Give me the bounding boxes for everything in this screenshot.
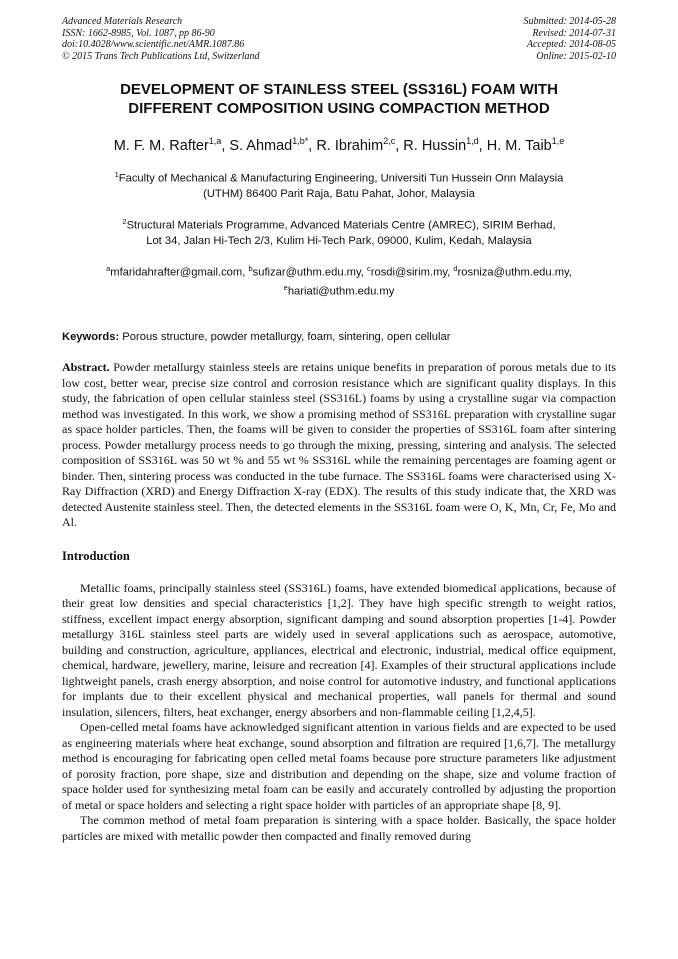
author-name: R. Ibrahim	[316, 138, 384, 155]
journal-header	[62, 16, 616, 62]
date-submitted: Submitted: 2014-05-28	[523, 16, 616, 27]
author-name: M. F. M. Rafter	[113, 138, 209, 155]
affiliation-1	[62, 167, 616, 202]
author-separator: ,	[478, 138, 487, 155]
affiliation-line: Lot 34, Jalan Hi-Tech 2/3, Kulim Hi-Tech Park, 09000, Kulim, Kedah, Malaysia	[146, 234, 532, 247]
journal-doi: doi:10.4028/www.scientific.net/AMR.1087.86	[62, 39, 245, 51]
author-emails	[62, 261, 616, 300]
email-mark: c	[367, 263, 371, 273]
email-address: rosniza@uthm.edu.my,	[457, 266, 572, 279]
author-name: R. Hussin	[403, 138, 467, 155]
abstract-text: Powder metallurgy stainless steels are retains unique benefits in preparation of porous metals due to its low cost, better wear, precise size control and corrosion resistance which are significant quality displays. In this study, the fabrication of open cellular stainless steel (SS316L) foams by using a crystalline sugar via compaction method was investigated. In this work, we show a promising method of SS316L preparation with crystalline sugar as space holder particles. Then, the foams will be given to consider the properties of SS316L foam after sintering process. Powder metallurgy process needs to go through the mixing, pressing, sintering and analysis. The selected composition of SS316L was 50 wt % and 55 wt % SS316L while the remaining percentages are foaming agent or binder. Then, sintering process was conducted in the tube furnace. The SS316L foams were characterised using X-Ray Diffraction (XRD) and Energy Diffraction X-ray (EDX). The results of this study indicate that, the XRD was detected Austenite stainless steel. Then, the detected elements in the SS316L foam were O, K, Mn, Cr, Fe, Mo and Al.	[62, 360, 616, 530]
keywords	[62, 330, 616, 344]
introduction-paragraph-2: Open-celled metal foams have acknowledged significant attention in various fields and are expected to be used as engineering materials where heat exchange, sound absorption and filtration are required [1,6,7]. The metallurgy method is encouraging for fabricating open celled metal foams because pore structure parameters like adjustment of porosity fraction, pore shape, size and distribution and depending on the shape, size and volume fraction of space holder used for synthesizing metal foam can be easily and accurately controlled by adjusting the proportion of metal or space holders and selecting a right space holder with particles of an appropriate shape [8, 9].	[62, 720, 616, 812]
email-mark: b	[248, 263, 253, 273]
publication-dates	[524, 16, 617, 62]
introduction-paragraph-3: The common method of metal foam preparation is sintering with a space holder. Basically, the space holder particles are mixed with metallic powder then compacted and finally removed during	[62, 813, 616, 843]
title-line-1: DEVELOPMENT OF STAINLESS STEEL (SS316L) FOAM WITH	[120, 81, 558, 99]
title-line-2: DIFFERENT COMPOSITION USING COMPACTION METHOD	[128, 100, 550, 118]
journal-name: Advanced Materials Research	[62, 16, 183, 27]
author-affiliation-mark: 1,a	[208, 136, 222, 147]
date-online: Online: 2015-02-10	[536, 50, 616, 62]
date-accepted: Accepted: 2014-08-05	[526, 39, 616, 51]
email-mark: d	[453, 263, 458, 273]
affiliation-mark: 2	[122, 216, 127, 226]
email-address: sufizar@uthm.edu.my,	[252, 266, 367, 279]
affiliation-mark: 1	[114, 170, 119, 180]
journal-copyright: © 2015 Trans Tech Publications Ltd, Switzerland	[62, 50, 260, 62]
author-list	[62, 132, 616, 155]
email-address: rosdi@sirim.my,	[370, 266, 454, 279]
affiliation-2	[62, 214, 616, 249]
abstract	[62, 360, 616, 531]
email-mark: a	[106, 263, 111, 273]
author-separator: ,	[395, 138, 404, 155]
author-name: S. Ahmad	[229, 138, 293, 155]
affiliation-line: (UTHM) 86400 Parit Raja, Batu Pahat, Johor, Malaysia	[203, 187, 475, 200]
author-separator: ,	[308, 138, 317, 155]
section-heading-introduction: Introduction	[62, 548, 130, 563]
author-separator: ,	[221, 138, 230, 155]
date-revised: Revised: 2014-07-31	[532, 27, 616, 39]
author-affiliation-mark: 1,e	[551, 136, 565, 147]
email-address: hariati@uthm.edu.my	[287, 286, 395, 299]
email-address: mfaridahrafter@gmail.com,	[110, 266, 249, 279]
paper-title	[62, 80, 616, 118]
introduction-paragraph-1: Metallic foams, principally stainless steel (SS316L) foams, have extended biomedical applications, because of their great low densities and special characteristics [1,2]. They have high specific strength to weight ratios, stiffness, excellent impact energy absorption, significant damping and sound absorption properties [1-4]. Powder metallurgy 316L stainless steel parts are widely used in several applications such as aerospace, automotive, building and construction, agriculture, appliances, electrical and electronic, industrial, medical office equipment, chemical, hardware, jewellery, marine, leisure and recreation [4]. Examples of their structural applications include lightweight panels, crash energy absorption, and noise control for automotive industry, and functional applications for implants due to their excellent physical and mechanical properties, wall panels for thermal and sound insulation, silencers, filters, heat exchanger, energy absorbers and non-flammable ceiling [1,2,4,5].	[62, 580, 616, 719]
affiliation-line: Faculty of Mechanical & Manufacturing Engineering, Universiti Tun Hussein Onn Malaysia	[118, 172, 564, 185]
keywords-label: Keywords:	[62, 331, 120, 344]
author-affiliation-mark: 1,d	[466, 136, 479, 147]
journal-info	[62, 16, 260, 62]
author-name: H. M. Taib	[486, 138, 552, 155]
author-affiliation-mark: 2,c	[383, 136, 396, 147]
author-affiliation-mark: 1,b*	[292, 136, 309, 147]
affiliation-line: Structural Materials Programme, Advanced Materials Centre (AMREC), SIRIM Berhad,	[126, 219, 556, 232]
abstract-label: Abstract.	[62, 360, 110, 375]
journal-issn: ISSN: 1662-8985, Vol. 1087, pp 86-90	[62, 27, 215, 39]
email-mark: e	[283, 283, 288, 293]
keywords-text: Porous structure, powder metallurgy, foam, sintering, open cellular	[119, 331, 451, 344]
